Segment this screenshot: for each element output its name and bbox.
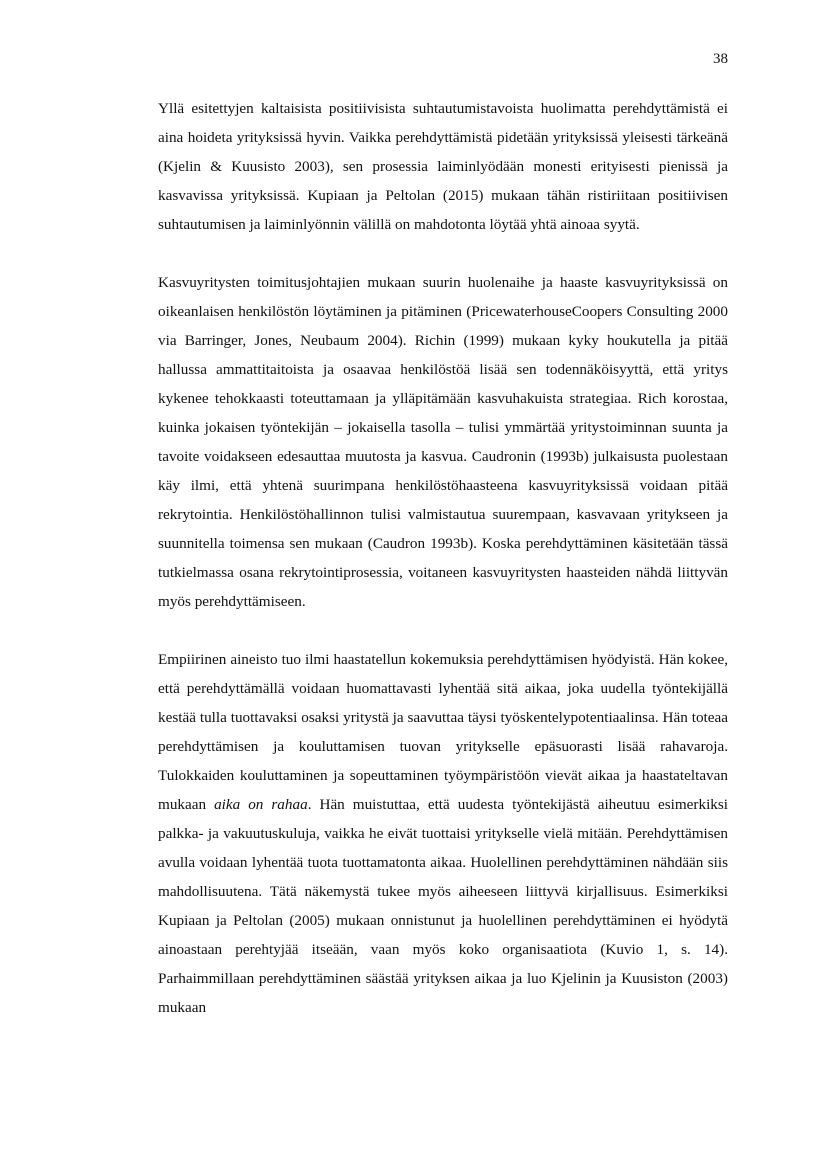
paragraph-1: Yllä esitettyjen kaltaisista positiivisista suhtautumistavoista huolimatta perehdyttämistä ei aina hoideta yrityksissä hyvin. Vaikka perehdyttämistä pidetään yrityksissä yleisesti tärkeänä (Kjelin & Kuusisto 2003), sen prosessia laiminlyödään monesti erityisesti pienissä ja kasvavissa yrityksissä. Kupiaan ja Peltolan (2015) mukaan tähän ristiriitaan positiivisen suhtautumisen ja laiminlyönnin välillä on mahdotonta löytää yhtä ainoaa syytä. [158, 100, 728, 233]
body-text [158, 94, 728, 1022]
paragraph-3 [158, 645, 728, 1022]
page-number: 38 [713, 51, 728, 67]
paragraph-3-emphasis: aika on rahaa [214, 796, 308, 813]
paragraph-3-text-start: Empiirinen aineisto tuo ilmi haastatellun kokemuksia perehdyttämisen hyödyistä. Hän kokee, että perehdyttämällä voidaan huomattavasti lyhentää sitä aikaa, joka uudella työntekijällä kestää tulla tuottavaksi osaksi yritystä ja saavuttaa täysi työskentelypotentiaalinsa. Hän toteaa perehdyttämisen ja kouluttamisen tuovan yritykselle epäsuorasti lisää rahavaroja. Tulokkaiden kouluttaminen ja sopeuttaminen työympäristöön vievät aikaa ja haastateltavan mukaan [158, 651, 728, 813]
paragraph-2: Kasvuyritysten toimitusjohtajien mukaan suurin huolenaihe ja haaste kasvuyrityksissä on oikeanlaisen henkilöstön löytäminen ja pitäminen (PricewaterhouseCoopers Consulting 2000 via Barringer, Jones, Neubaum 2004). Richin (1999) mukaan kyky houkutella ja pitää hallussa ammattitaitoista ja osaavaa henkilöstöä lisää sen todennäköisyyttä, että yritys kykenee tehokkaasti toteuttamaan ja ylläpitämään kasvuhakuista strategiaa. Rich korostaa, kuinka jokaisen työntekijän – jokaisella tasolla – tulisi ymmärtää yritystoiminnan suunta ja tavoite voidakseen edesauttaa muutosta ja kasvua. Caudronin (1993b) julkaisusta puolestaan käy ilmi, että yhtenä suurimpana henkilöstöhaasteena kasvuyrityksissä voidaan pitää rekrytointia. Henkilöstöhallinnon tulisi valmistautua suurempaan, kasvavaan yritykseen ja suunnitella toimensa sen mukaan (Caudron 1993b). Koska perehdyttäminen käsitetään tässä tutkielmassa osana rekrytointiprosessia, voitaneen kasvuyritysten haasteiden nähdä liittyvän myös perehdyttämiseen. [158, 274, 728, 610]
paragraph-3-text-end: . Hän muistuttaa, että uudesta työntekijästä aiheutuu esimerkiksi palkka- ja vakuutuskuluja, vaikka he eivät tuottaisi yritykselle vielä mitään. Perehdyttämisen avulla voidaan lyhentää tuota tuottamatonta aikaa. Huolellinen perehdyttäminen nähdään siis mahdollisuutena. Tätä näkemystä tukee myös aiheeseen liittyvä kirjallisuus. Esimerkiksi Kupiaan ja Peltolan (2005) mukaan onnistunut ja huolellinen perehdyttäminen ei hyödytä ainoastaan perehtyjää itseään, vaan myös koko organisaatiota (Kuvio 1, s. 14). Parhaimmillaan perehdyttäminen säästää yrityksen aikaa ja luo Kjelinin ja Kuusiston (2003) mukaan [158, 796, 729, 1016]
